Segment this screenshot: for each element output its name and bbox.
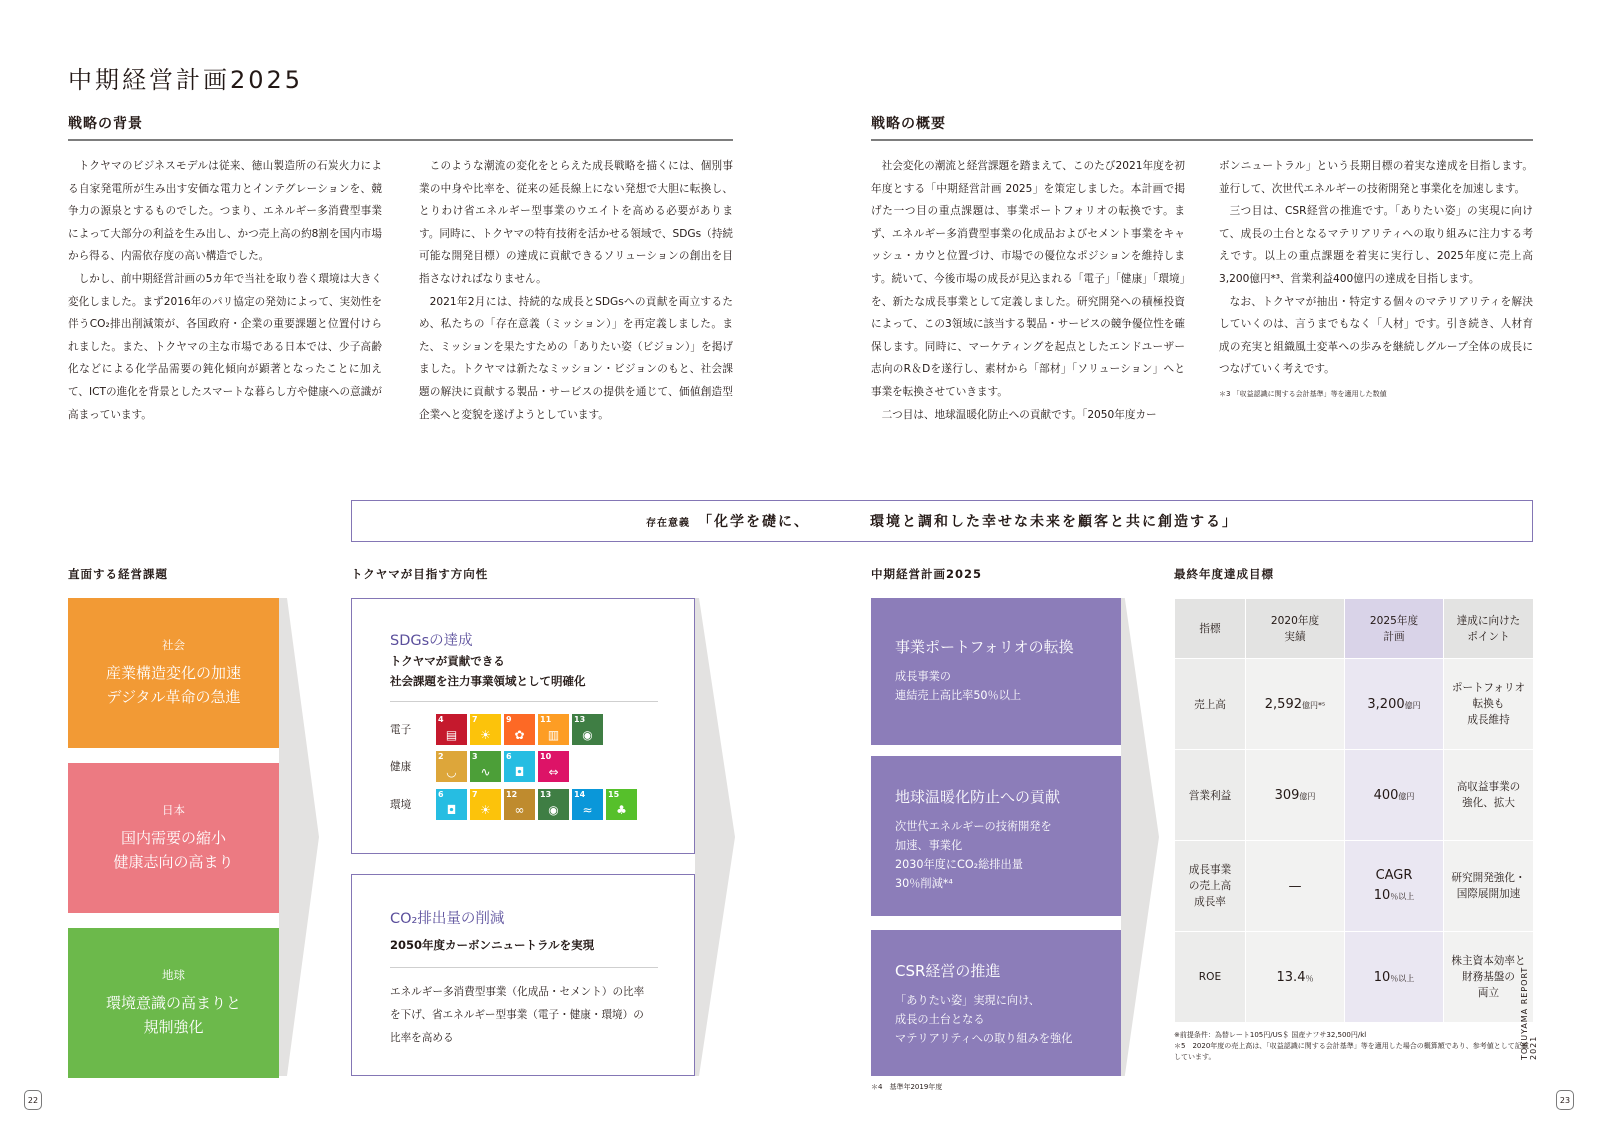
sdg-goal-13-tile bbox=[572, 714, 603, 745]
plan-value: 400 bbox=[1373, 787, 1399, 803]
co2-body-line: 比率を高める bbox=[390, 1032, 454, 1044]
actual-unit: ％ bbox=[1305, 973, 1314, 983]
issue-card-earth bbox=[68, 928, 279, 1078]
sdg-goal-10-tile bbox=[538, 751, 569, 782]
paragraph: 社会変化の潮流と経営課題を踏まえて、このたび2021年度を初年度とする「中期経営計画 2025」を策定しました。本計画で掲げた一つ目の重点課題は、事業ポートフォリオの転換です。まず、エネルギー多消費型事業の化成品およびセメント事業をキャッシュ・カウと位置づけ、市場での優位なポジションを維持します。続いて、今後市場の成長が見込まれる「電子」「健康」「環境」を、新たな成長事業として定義しました。研究開発への積極投資によって、この3領域に該当する製品・サービスの競争優位性を確保します。同時に、マーケティングを起点としたエンドユーザー志向のR＆Dを遂行し、素材から「部材」「ソリューション」へと事業を転換させていきます。 bbox=[871, 160, 1185, 398]
background-col2 bbox=[419, 155, 733, 426]
issue-line: 産業構造変化の加速 bbox=[105, 664, 241, 682]
plan-card-climate bbox=[871, 756, 1121, 916]
bowl-icon: ◡ bbox=[446, 765, 457, 779]
plan-line: 次世代エネルギーの技術開発を bbox=[895, 820, 1052, 833]
paragraph: なお、トクヤマが抽出・特定する個々のマテリアリティを解決していくのは、言うまでもなく「人材」です。引き続き、人材育成の充実と組織風土変革への歩みを継続しグループ全体の成長につなげていく考えです。 bbox=[1219, 295, 1533, 376]
plan-value: 10 bbox=[1373, 969, 1391, 985]
plan-line: 成長の土台となる bbox=[895, 1013, 985, 1026]
plan-line: 連結売上高比率50％以上 bbox=[895, 689, 1022, 702]
plan-unit: ％以上 bbox=[1390, 891, 1415, 901]
table-header-row bbox=[1175, 599, 1534, 659]
actual-cell bbox=[1246, 659, 1345, 750]
actual-cell bbox=[1246, 750, 1345, 841]
infinity-icon: ∞ bbox=[514, 803, 525, 817]
plan-line: マテリアリティへの取り組みを強化 bbox=[895, 1032, 1073, 1045]
chevron-arrow-1 bbox=[279, 598, 319, 1076]
plan-title: 地球温暖化防止への貢献 bbox=[895, 788, 1061, 806]
overview-heading: 戦略の概要 bbox=[871, 116, 946, 132]
plan-footnote: ＊4 基準年2019年度 bbox=[871, 1083, 943, 1091]
metric-cell: ROE bbox=[1175, 932, 1246, 1023]
issue-line: 規制強化 bbox=[143, 1018, 204, 1036]
sdg-goal-12-tile bbox=[504, 789, 535, 820]
co2-body-line: エネルギー多消費型事業（化成品・セメント）の比率 bbox=[390, 986, 645, 998]
issue-card-japan bbox=[68, 763, 279, 913]
sdg-goal-number: 11 bbox=[540, 715, 552, 724]
sun-icon: ☀ bbox=[480, 728, 491, 742]
co2-rule bbox=[390, 967, 658, 968]
paragraph: 2021年2月には、持続的な成長とSDGsへの貢献を両立するため、私たちの「存在意義（ミッション）」を再定義しました。また、ミッションを果たすための「ありたい姿（ビジョン）」を掲げました。トクヤマは新たなミッション・ビジョンのもと、社会課題の解決に貢献する製品・サービスの提供を通じて、価値創造型企業へと変貌を遂げようとしています。 bbox=[419, 295, 733, 421]
plan-line: 加速、事業化 bbox=[895, 839, 963, 852]
sdg-goal-13-tile bbox=[538, 789, 569, 820]
targets-notes bbox=[1174, 1030, 1534, 1063]
tree-icon: ♣ bbox=[616, 803, 627, 817]
sdg-goal-number: 4 bbox=[438, 715, 444, 724]
co2-body-line: を下げ、省エネルギー型事業（電子・健康・環境）の bbox=[390, 1009, 644, 1021]
issues-heading: 直面する経営課題 bbox=[68, 567, 168, 581]
mission-text-b: 環境と調和した幸せな未来を顧客と共に創造する」 bbox=[870, 514, 1238, 530]
sdg-goal-3-tile bbox=[470, 751, 501, 782]
plan-unit: 億円 bbox=[1398, 791, 1415, 801]
heartbeat-icon: ∿ bbox=[480, 765, 491, 779]
industry-icon: ✿ bbox=[514, 728, 525, 742]
sdg-goal-number: 12 bbox=[506, 790, 518, 799]
plan-card-csr bbox=[871, 930, 1121, 1076]
equality-icon: ⇔ bbox=[548, 765, 559, 779]
issue-line: 健康志向の高まり bbox=[113, 853, 234, 871]
targets-note: ※前提条件：為替レート105円/US＄ 国産ナフサ32,500円/kl bbox=[1174, 1031, 1367, 1039]
side-label: TOKUYAMA REPORT 2021 bbox=[1520, 966, 1538, 1060]
co2-body bbox=[390, 981, 644, 1050]
background-heading: 戦略の背景 bbox=[68, 116, 143, 132]
overview-col2 bbox=[1219, 155, 1533, 406]
sdg-goal-number: 3 bbox=[472, 752, 478, 761]
earth-eye-icon: ◉ bbox=[548, 803, 559, 817]
plan-cell bbox=[1345, 659, 1444, 750]
water-icon: ◘ bbox=[514, 765, 525, 779]
sdg-goal-6-tile bbox=[504, 751, 535, 782]
co2-box bbox=[351, 874, 695, 1076]
overview-footnote: ＊3 「収益認識に関する会計基準」等を適用した数値 bbox=[1219, 389, 1387, 398]
plan-line: 「ありたい姿」実現に向け、 bbox=[895, 994, 1040, 1007]
sdg-goal-6-tile bbox=[436, 789, 467, 820]
overview-rule bbox=[871, 139, 1533, 141]
sdg-goal-number: 2 bbox=[438, 752, 444, 761]
sdg-goal-number: 13 bbox=[540, 790, 552, 799]
background-rule bbox=[68, 139, 733, 141]
plan-line: 成長事業の bbox=[895, 670, 951, 683]
paragraph: しかし、前中期経営計画の5カ年で当社を取り巻く環境は大きく変化しました。まず2016年のパリ協定の発効によって、実効性を伴うCO₂排出削減策が、各国政府・企業の重要課題と位置付けられました。また、トクヤマの主な市場である日本では、少子高齢化などによる化学品需要の鈍化傾向が顕著となったことに加えて、ICTの進化を背景としたスマートな暮らし方や健康への意識が高まっています。 bbox=[68, 272, 382, 421]
sdg-goal-number: 6 bbox=[438, 790, 444, 799]
issue-line: 環境意識の高まりと bbox=[105, 994, 241, 1012]
direction-heading: トクヤマが目指す方向性 bbox=[351, 567, 489, 581]
actual-unit: 億円*⁵ bbox=[1302, 700, 1326, 710]
table-row bbox=[1175, 750, 1534, 841]
metric-cell: 成長事業 の売上高 成長率 bbox=[1175, 841, 1246, 932]
plan-cell bbox=[1345, 750, 1444, 841]
targets-table bbox=[1174, 598, 1534, 1023]
plan-unit: 億円 bbox=[1404, 700, 1421, 710]
fish-icon: ≈ bbox=[582, 803, 593, 817]
metric-cell: 営業利益 bbox=[1175, 750, 1246, 841]
table-row bbox=[1175, 932, 1534, 1023]
sdg-goal-11-tile bbox=[538, 714, 569, 745]
sdg-goal-number: 7 bbox=[472, 790, 478, 799]
actual-unit: 億円 bbox=[1299, 791, 1316, 801]
paragraph: このような潮流の変化をとらえた成長戦略を描くには、個別事業の中身や比率を、従来の延長線上にない発想で大胆に転換し、とりわけ省エネルギー型事業のウエイトを高める必要があります。同時に、トクヤマの特有技術を活かせる領域で、SDGs（持続可能な開発目標）の達成に貢献できるソリューションの創出を目指さなければなりません。 bbox=[419, 160, 733, 285]
actual-cell bbox=[1246, 932, 1345, 1023]
mission-label: 存在意義 bbox=[646, 517, 690, 529]
sdgs-rule bbox=[390, 701, 658, 702]
header-cell: 2025年度 計画 bbox=[1345, 599, 1444, 659]
targets-note: ＊5 2020年度の売上高は、「収益認識に関する会計基準」等を適用した場合の概算額であり、参考値として記載しています。 bbox=[1174, 1042, 1529, 1061]
plan-value: CAGR 10 bbox=[1373, 867, 1413, 903]
point-cell: 高収益事業の 強化、拡大 bbox=[1444, 750, 1534, 841]
targets-heading: 最終年度達成目標 bbox=[1174, 567, 1274, 581]
chevron-arrow-3 bbox=[1121, 598, 1159, 1076]
sdg-goal-14-tile bbox=[572, 789, 603, 820]
plan-unit: ％以上 bbox=[1390, 973, 1415, 983]
sun-icon: ☀ bbox=[480, 803, 491, 817]
sdgs-sub2: 社会課題を注力事業領域として明確化 bbox=[390, 674, 586, 688]
plan-title: CSR経営の推進 bbox=[895, 962, 1001, 980]
plan-title: 事業ポートフォリオの転換 bbox=[895, 638, 1074, 656]
plan-cell bbox=[1345, 841, 1444, 932]
sdg-row-label: 電子 bbox=[390, 724, 412, 736]
sdg-goal-number: 10 bbox=[540, 752, 552, 761]
plan-heading: 中期経営計画2025 bbox=[871, 567, 983, 581]
plan-cell bbox=[1345, 932, 1444, 1023]
plan-line: 2030年度にCO₂総排出量 bbox=[895, 858, 1023, 871]
paragraph-continued: ボンニュートラル」という長期目標の着実な達成を目指します。並行して、次世代エネルギーの技術開発と事業化を加速します。 bbox=[1219, 160, 1533, 195]
actual-value: 2,592 bbox=[1264, 696, 1302, 712]
book-icon: ▤ bbox=[445, 728, 458, 742]
page-number-right: 23 bbox=[1556, 1090, 1574, 1110]
metric-cell: 売上高 bbox=[1175, 659, 1246, 750]
sdg-goal-7-tile bbox=[470, 789, 501, 820]
issue-card-society bbox=[68, 598, 279, 748]
actual-value: 13.4 bbox=[1276, 969, 1306, 985]
table-row bbox=[1175, 659, 1534, 750]
sdg-goal-number: 6 bbox=[506, 752, 512, 761]
sdg-row-label: 環境 bbox=[390, 799, 412, 811]
sdg-goal-number: 7 bbox=[472, 715, 478, 724]
sdg-goal-number: 9 bbox=[506, 715, 512, 724]
issue-category: 社会 bbox=[162, 638, 185, 652]
sdg-goal-number: 15 bbox=[608, 790, 620, 799]
header-cell: 指標 bbox=[1175, 599, 1246, 659]
sdg-row-label: 健康 bbox=[390, 761, 412, 773]
point-cell: 株主資本効率と 財務基盤の 両立 bbox=[1444, 932, 1534, 1023]
sdgs-box bbox=[351, 598, 695, 854]
page-number-left: 22 bbox=[24, 1090, 42, 1110]
point-cell: ポートフォリオ 転換も 成長維持 bbox=[1444, 659, 1534, 750]
background-col1 bbox=[68, 155, 382, 426]
table-row bbox=[1175, 841, 1534, 932]
plan-card-portfolio bbox=[871, 598, 1121, 745]
issue-category: 地球 bbox=[162, 968, 185, 982]
actual-cell bbox=[1246, 841, 1345, 932]
mission-text-a: 「化学を礎に、 bbox=[698, 514, 810, 530]
sdg-goal-7-tile bbox=[470, 714, 501, 745]
sdg-goal-number: 13 bbox=[574, 715, 586, 724]
mission-banner bbox=[351, 500, 1533, 542]
sdg-goal-4-tile bbox=[436, 714, 467, 745]
water-icon: ◘ bbox=[446, 803, 457, 817]
co2-sub: 2050年度カーボンニュートラルを実現 bbox=[390, 938, 595, 952]
chevron-arrow-2 bbox=[695, 598, 735, 1076]
plan-line: 30％削減*⁴ bbox=[895, 877, 953, 890]
sdg-goal-9-tile bbox=[504, 714, 535, 745]
earth-eye-icon: ◉ bbox=[582, 728, 593, 742]
issue-line: 国内需要の縮小 bbox=[120, 829, 226, 847]
sdg-goal-2-tile bbox=[436, 751, 467, 782]
paragraph: 三つ目は、CSR経営の推進です。「ありたい姿」の実現に向けて、成長の土台となるマテリアリティへの取り組みに注力する考えです。以上の重点課題を着実に実行し、2025年度に売上高3,200億円*³、営業利益400億円の達成を目指します。 bbox=[1219, 205, 1533, 285]
plan-value: 3,200 bbox=[1367, 696, 1405, 712]
page-title: 中期経営計画2025 bbox=[68, 66, 304, 94]
paragraph: トクヤマのビジネスモデルは従来、徳山製造所の石炭火力による自家発電所が生み出す安価な電力とインテグレーションを、競争力の源泉とするものでした。つまり、エネルギー多消費型事業によって大部分の利益を生み出し、かつ売上高の約8割を国内市場から得る、内需依存度の高い構造でした。 bbox=[68, 160, 382, 263]
city-icon: ▥ bbox=[547, 728, 560, 742]
actual-value: — bbox=[1288, 878, 1302, 894]
co2-title: CO₂排出量の削減 bbox=[390, 911, 505, 927]
paragraph: 二つ目は、地球温暖化防止への貢献です。「2050年度カー bbox=[881, 408, 1157, 421]
header-cell: 達成に向けた ポイント bbox=[1444, 599, 1534, 659]
sdg-goal-number: 14 bbox=[574, 790, 586, 799]
issue-category: 日本 bbox=[162, 803, 185, 817]
sdgs-title: SDGsの達成 bbox=[390, 633, 473, 649]
point-cell: 研究開発強化・ 国際展開加速 bbox=[1444, 841, 1534, 932]
issue-line: デジタル革命の急進 bbox=[106, 688, 241, 706]
overview-col1 bbox=[871, 155, 1185, 426]
header-cell: 2020年度 実績 bbox=[1246, 599, 1345, 659]
sdgs-sub1: トクヤマが貢献できる bbox=[390, 654, 505, 668]
actual-value: 309 bbox=[1274, 787, 1300, 803]
sdg-goal-15-tile bbox=[606, 789, 637, 820]
